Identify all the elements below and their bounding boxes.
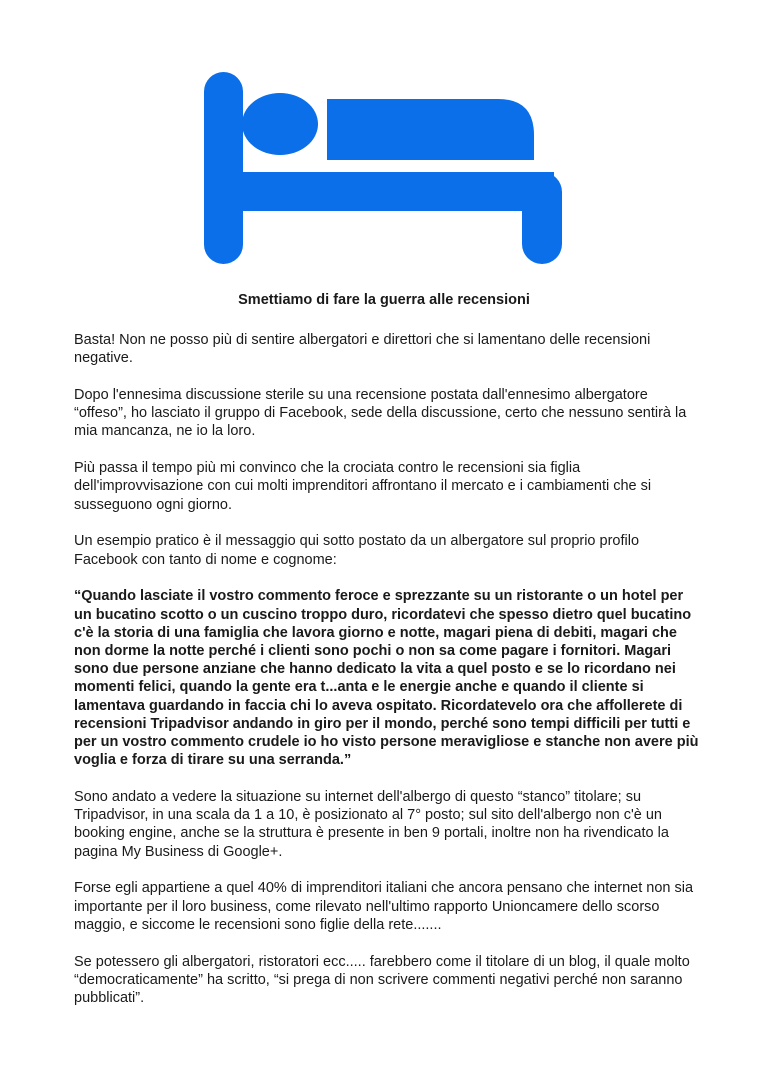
paragraph: Dopo l'ennesima discussione sterile su una recensione postata dall'ennesimo albergatore “offeso”, ho lasciato il gruppo di Facebook, sede della discussione, certo che nessuno sentirà la mia mancanza, ne io la loro. bbox=[74, 387, 687, 440]
paragraph: Più passa il tempo più mi convinco che la crociata contro le recensioni sia figlia dell'improvvisazione con cui molti imprenditori affrontano il mercato e i cambiamenti che si susseguono ogni giorno. bbox=[74, 460, 652, 513]
article-body bbox=[74, 331, 704, 1026]
page-title: Smettiamo di fare la guerra alle recensioni bbox=[238, 292, 530, 308]
paragraph: Sono andato a vedere la situazione su internet dell'albergo di questo “stanco” titolare; su Tripadvisor, in una scala da 1 a 10, è posizionato al 7° posto; sul sito dell'albergo non c'è un booking engine, anche se la struttura è presente in ben 9 portali, inoltre non ha rivendicato la pagina My Business di Google+. bbox=[74, 789, 669, 860]
paragraph: Un esempio pratico è il messaggio qui sotto postato da un albergatore sul proprio profilo Facebook con tanto di nome e cognome: bbox=[74, 533, 640, 568]
paragraph: Basta! Non ne posso più di sentire albergatori e direttori che si lamentano delle recensioni negative. bbox=[74, 332, 651, 367]
paragraph: Se potessero gli albergatori, ristoratori ecc..... farebbero come il titolare di un blog, il quale molto “democraticamente” ha scritto, “si prega di non scrivere commenti negativi perché non saranno pubblicati”. bbox=[74, 953, 690, 1007]
paragraph: Forse egli appartiene a quel 40% di imprenditori italiani che ancora pensano che internet non sia importante per il loro business, come rilevato nell'ultimo rapporto Unioncamere dello scorso maggio, e siccome le recensioni sono figlie della rete....... bbox=[74, 880, 694, 933]
quote-paragraph: “Quando lasciate il vostro commento feroce e sprezzante su un ristorante o un hotel per un bucatino scotto o un cuscino troppo duro, ricordatevi che spesso dietro quel bucatino c'è la storia di una famiglia che lavora giorno e notte, magari piena di debiti, magari che non dorme la notte perché i clienti sono pochi o non sa come pagare i fornitori. Magari sono due persone anziane che hanno dedicato la vita a quel posto e se lo ricordano nei momenti felici, quando la gente era t...anta e le energie anche e quando il cliente si lamentava guardando in faccia chi lo aveva ospitato. Ricordatevelo ora che affollerete di recensioni Tripadvisor andando in giro per il mondo, perché sono tempi difficili per tutti e per un vostro commento crudele io ho visto persone meravigliose e stanche non avere più voglia e forza di tirare su una serranda.” bbox=[74, 588, 699, 769]
bed-icon bbox=[204, 72, 562, 264]
